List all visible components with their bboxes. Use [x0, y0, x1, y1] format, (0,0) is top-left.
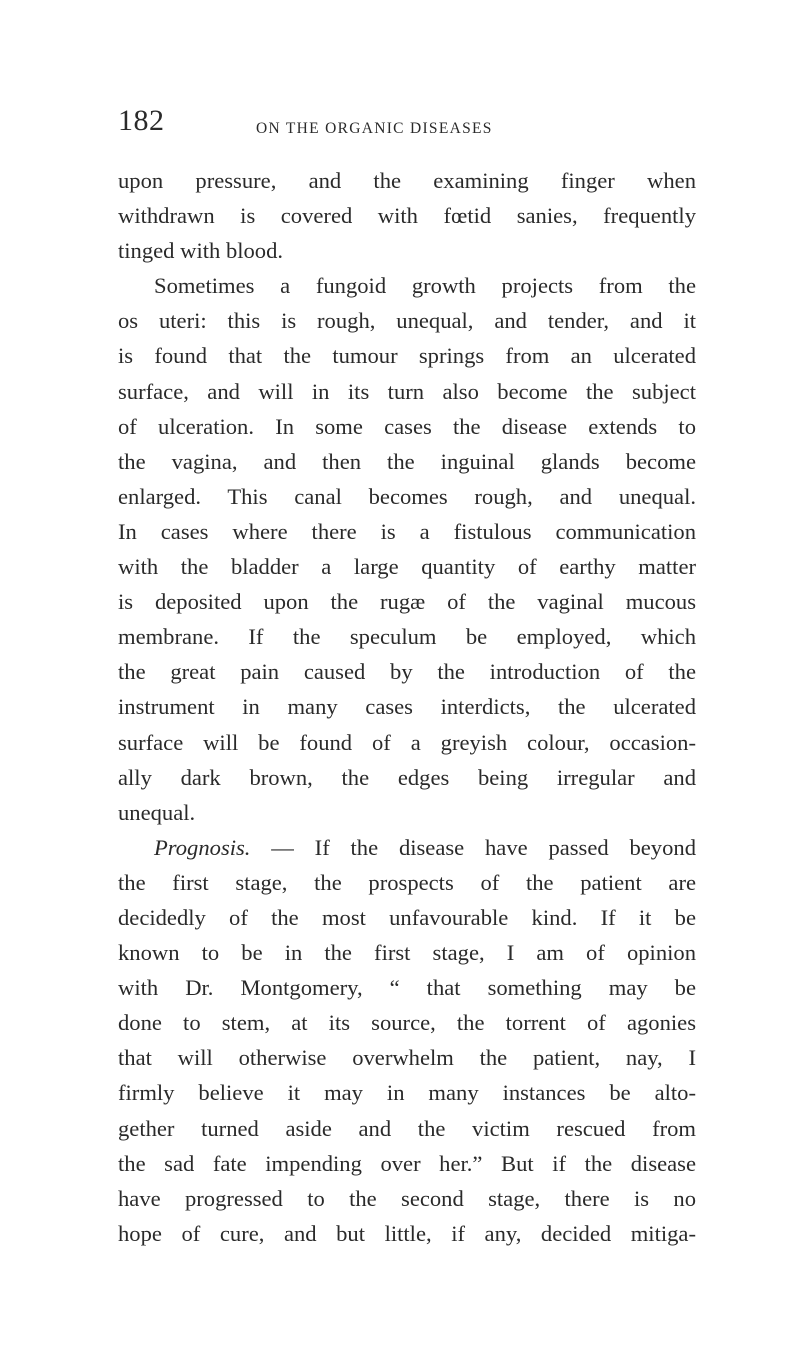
text-line: of ulceration. In some cases the disease extends to: [118, 413, 696, 439]
text-line: upon pressure, and the examining finger when: [118, 168, 696, 193]
text-line: withdrawn is covered with fœtid sanies, frequently: [118, 203, 696, 229]
text-line: is deposited upon the rugæ of the vaginal mucous: [118, 589, 696, 615]
text-line: ally dark brown, the edges being irregular and: [118, 764, 696, 790]
text-line: the vagina, and then the inguinal glands become: [118, 448, 696, 474]
text-line: known to be in the first stage, I am of opinion: [118, 940, 696, 966]
running-title: ON THE ORGANIC DISEASES: [256, 120, 493, 137]
text-line: that will otherwise overwhelm the patient, nay, I: [118, 1045, 696, 1071]
text-line: firmly believe it may in many instances be alto-: [118, 1080, 696, 1106]
body-text: [118, 163, 696, 1251]
text-line: enlarged. This canal becomes rough, and unequal.: [118, 483, 696, 509]
text-line: is found that the tumour springs from an ulcerated: [118, 343, 696, 369]
text-line: surface will be found of a greyish colour, occasion-: [118, 729, 696, 755]
text-line: decidedly of the most unfavourable kind. If it be: [118, 904, 696, 930]
text-line-prognosis: [118, 830, 696, 865]
text-line: the sad fate impending over her.” But if the disease: [118, 1150, 696, 1176]
page-number: 182: [118, 104, 165, 137]
text-line: os uteri: this is rough, unequal, and tender, and it: [118, 308, 696, 334]
text-line: hope of cure, and but little, if any, decided mitiga-: [118, 1220, 696, 1246]
text-line: the great pain caused by the introduction of the: [118, 659, 696, 685]
text-line: done to stem, at its source, the torrent of agonies: [118, 1010, 696, 1036]
text-line: with the bladder a large quantity of earthy matter: [118, 554, 696, 580]
text-line: have progressed to the second stage, there is no: [118, 1185, 696, 1211]
text-line: Sometimes a fungoid growth projects from the: [154, 273, 696, 299]
text-line: surface, and will in its turn also become the subject: [118, 378, 696, 404]
text-line: with Dr. Montgomery, “ that something may be: [118, 975, 696, 1001]
text-line: In cases where there is a fistulous communication: [118, 518, 696, 544]
text-line: instrument in many cases interdicts, the ulcerated: [118, 694, 696, 720]
text-line: tinged with blood.: [118, 238, 284, 264]
text-line: membrane. If the speculum be employed, which: [118, 624, 696, 650]
text-line: unequal.: [118, 799, 196, 825]
text-line: gether turned aside and the victim rescued from: [118, 1115, 696, 1141]
running-head: [118, 104, 718, 144]
prognosis-heading: Prognosis.: [154, 834, 251, 860]
prognosis-text: — If the disease have passed beyond: [271, 834, 696, 860]
text-line: the first stage, the prospects of the patient are: [118, 869, 696, 895]
